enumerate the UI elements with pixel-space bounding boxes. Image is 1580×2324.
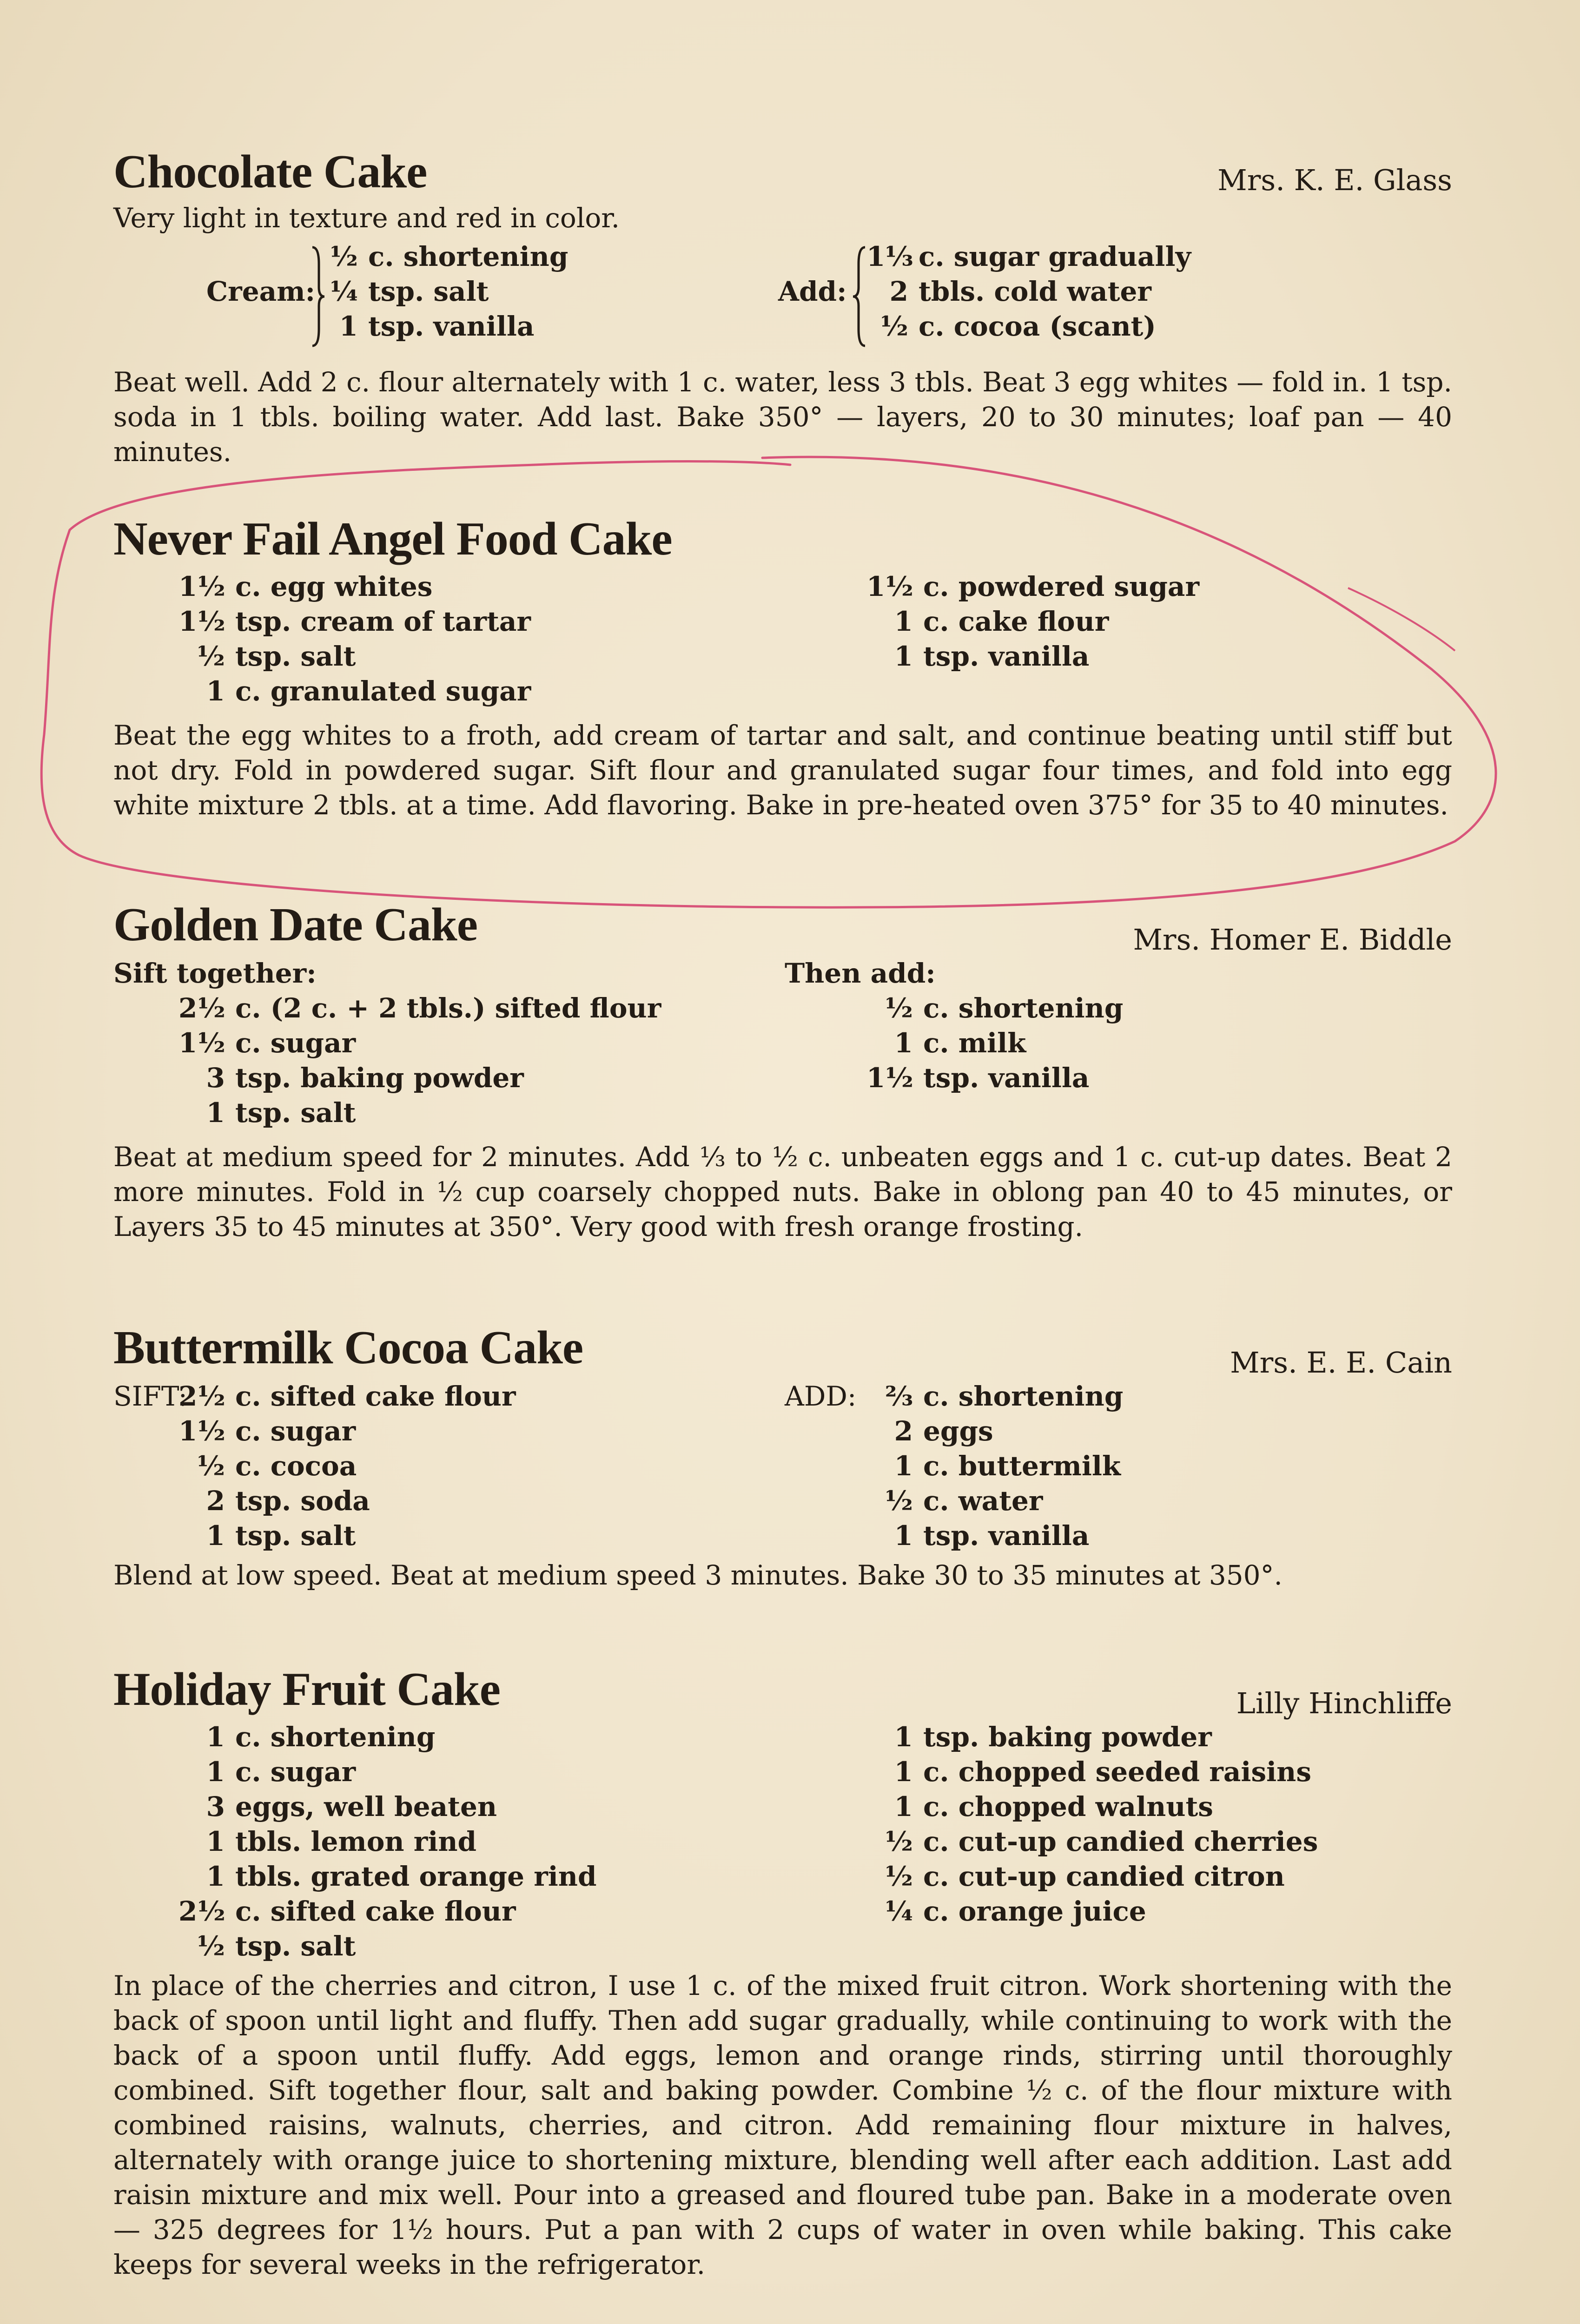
ingredient-item: c. shortening (923, 1380, 1124, 1412)
ingredient-item: c. buttermilk (923, 1450, 1121, 1482)
ingredient-row (866, 1449, 1123, 1484)
right-ingredients (866, 991, 1123, 1096)
recipe-title: Buttermilk Cocoa Cake (113, 1321, 583, 1374)
ingredient-item: c. sugar (235, 1027, 356, 1059)
ingredient-row (866, 991, 1123, 1026)
ingredient-qty: 1½ (178, 1415, 225, 1447)
ingredient-item: c. sugar gradually (919, 241, 1191, 272)
ingredient-row (178, 1720, 597, 1755)
ingredient-item: tsp. salt (235, 640, 356, 672)
ingredient-qty: ¼ (330, 276, 358, 307)
left-ingredients (178, 991, 661, 1130)
recipe-directions: Beat at medium speed for 2 minutes. Add ⅓ to ½ c. unbeaten eggs and 1 c. cut-up dates. Beat 2 more minutes. Fold in ½ cup coarsely chopped nuts. Bake in oblong pan 40 to 45 minutes, or Layers 35 to 45 minutes at 350°. Very good with fresh orange frosting. (113, 1141, 1452, 1242)
ingredient-item: tsp. salt (235, 1520, 356, 1552)
ingredient-qty: 3 (206, 1791, 225, 1822)
ingredient-qty: 1½ (866, 571, 913, 602)
ingredient-qty: 2½ (178, 1895, 225, 1927)
recipe-subtitle: Very light in texture and red in color. (113, 202, 620, 234)
ingredient-item: tsp. vanilla (923, 1062, 1090, 1094)
ingredient-row (866, 1026, 1123, 1061)
ingredient-item: c. granulated sugar (235, 675, 531, 707)
ingredient-item: tbls. lemon rind (235, 1826, 477, 1857)
ingredient-qty: ¼ (885, 1895, 913, 1927)
right-ingredients (866, 569, 1199, 674)
ingredient-item: tsp. cream of tartar (235, 606, 531, 637)
ingredient-row (178, 604, 531, 639)
ingredient-row (178, 1789, 597, 1824)
left-ingredients (178, 569, 531, 709)
ingredient-row (866, 274, 1191, 309)
ingredient-qty: 1 (894, 1721, 913, 1753)
recipe-angel-food-cake (113, 511, 1452, 874)
ingredient-qty: 1 (894, 1450, 913, 1482)
recipe-directions: Beat well. Add 2 c. flour alternately with 1 c. water, less 3 tbls. Beat 3 egg whites — fold in. 1 tsp. soda in 1 tbls. boiling water. Add last. Bake 350° — layers, 20 to 30 minutes; loaf pan — 40 minutes. (113, 366, 1452, 468)
recipe-author: Mrs. K. E. Glass (1217, 163, 1452, 197)
ingredient-qty: 1 (206, 1826, 225, 1857)
ingredient-item: c. chopped walnuts (923, 1791, 1213, 1822)
recipe-author: Lilly Hinchliffe (1236, 1686, 1452, 1720)
add-label: Add: (778, 276, 847, 307)
ingredient-item: c. sugar (235, 1756, 356, 1788)
ingredient-row (866, 1859, 1318, 1894)
ingredient-qty: 1 (894, 1756, 913, 1788)
ingredient-row (866, 639, 1199, 674)
ingredient-item: c. cut-up candied cherries (923, 1826, 1318, 1857)
ingredient-item: tbls. cold water (919, 276, 1151, 307)
ingredient-row (178, 1449, 516, 1484)
ingredient-qty: 1 (206, 1520, 225, 1552)
ingredient-row (866, 1720, 1318, 1755)
ingredient-row (178, 1026, 661, 1061)
ingredient-row (178, 1859, 597, 1894)
ingredient-qty: 2 (206, 1485, 225, 1517)
ingredient-qty: 1 (894, 1027, 913, 1059)
ingredient-qty: 1½ (178, 571, 225, 602)
ingredient-row (178, 1519, 516, 1553)
ingredient-qty: 2½ (178, 1380, 225, 1412)
ingredient-item: tsp. salt (368, 276, 489, 307)
ingredient-item: c. sifted cake flour (235, 1895, 516, 1927)
ingredient-item: tsp. vanilla (368, 310, 535, 342)
ingredient-qty: 1 (894, 1520, 913, 1552)
ingredient-item: c. chopped seeded raisins (923, 1756, 1311, 1788)
ingredient-qty: 3 (206, 1062, 225, 1094)
recipe-author: Mrs. E. E. Cain (1230, 1346, 1452, 1380)
recipe-directions: In place of the cherries and citron, I use 1 c. of the mixed fruit citron. Work shortening with the back of spoon until light and fluffy. Then add sugar gradually, while continuing to work with the back of a spoon until fluffy. Add eggs, lemon and orange rinds, stirring until thoroughly combined. Sift together flour, salt and baking powder. Combine ½ c. of the flour mixture with combined raisins, walnuts, cherries, and citron. Add remaining flour mixture in halves, alternately with orange juice to shortening mixture, blending well after each addition. Last add raisin mixture and mix well. Pour into a greased and floured tube pan. Bake in a moderate oven — 325 degrees for 1½ hours. Put a pan with 2 cups of water in oven while baking. This cake keeps for several weeks in the refrigerator. (113, 1970, 1452, 2280)
add-brace (850, 245, 869, 354)
ingredient-row (178, 1894, 597, 1929)
recipe-author: Mrs. Homer E. Biddle (1133, 923, 1452, 957)
ingredient-row (325, 274, 568, 309)
ingredient-row (178, 1929, 597, 1964)
ingredient-item: c. powdered sugar (923, 571, 1200, 602)
ingredient-row (866, 569, 1199, 604)
ingredient-row (178, 1484, 516, 1519)
ingredient-qty: 1 (206, 1861, 225, 1892)
ingredient-item: c. orange juice (923, 1895, 1146, 1927)
recipe-buttermilk-cocoa-cake (113, 1320, 1452, 1655)
sift-label: SIFT: (113, 1380, 188, 1412)
ingredient-item: c. egg whites (235, 571, 433, 602)
ingredient-row (178, 1824, 597, 1859)
ingredient-item: c. cocoa (scant) (919, 310, 1156, 342)
ingredient-row (178, 1061, 661, 1096)
ingredient-row (178, 569, 531, 604)
recipe-directions: Beat the egg whites to a froth, add cream of tartar and salt, and continue beating until stiff but not dry. Fold in powdered sugar. Sift flour and granulated sugar four times, and fold into egg white mixture 2 tbls. at a time. Add flavoring. Bake in pre-heated oven 375° for 35 to 40 minutes. (113, 720, 1452, 821)
ingredient-row (866, 604, 1199, 639)
ingredient-item: c. water (923, 1485, 1043, 1517)
ingredient-qty: ½ (885, 1826, 913, 1857)
ingredient-qty: 2½ (178, 992, 225, 1024)
ingredient-qty: 1½ (178, 1027, 225, 1059)
cream-label: Cream: (206, 276, 315, 307)
ingredient-row (325, 309, 568, 344)
ingredient-row (866, 239, 1191, 274)
ingredient-row (866, 1414, 1123, 1449)
ingredient-row (866, 1755, 1318, 1789)
ingredient-qty: ½ (330, 241, 358, 272)
ingredient-row (866, 1519, 1123, 1553)
ingredient-qty: ⅔ (885, 1380, 913, 1412)
ingredient-qty: ½ (880, 310, 908, 342)
ingredient-row (866, 1789, 1318, 1824)
ingredient-row (178, 1414, 516, 1449)
ingredient-qty: ½ (197, 1930, 225, 1962)
ingredient-qty: 1⅓ (866, 241, 913, 272)
ingredient-item: c. sugar (235, 1415, 356, 1447)
ingredient-row (178, 674, 531, 709)
left-header: Sift together: (113, 957, 317, 989)
ingredient-qty: 1 (206, 1721, 225, 1753)
cream-ingredients (325, 239, 568, 344)
recipe-title: Chocolate Cake (113, 145, 427, 198)
recipe-title: Golden Date Cake (113, 898, 477, 951)
right-ingredients (866, 1379, 1123, 1553)
ingredient-row (866, 1484, 1123, 1519)
ingredient-item: c. shortening (368, 241, 569, 272)
ingredient-item: tsp. salt (235, 1930, 356, 1962)
ingredient-qty: 1 (894, 606, 913, 637)
ingredient-row (178, 1096, 661, 1130)
ingredient-qty: ½ (197, 640, 225, 672)
left-ingredients (178, 1379, 516, 1553)
add-label: ADD: (785, 1380, 857, 1412)
ingredient-qty: 1 (206, 675, 225, 707)
ingredient-item: c. shortening (923, 992, 1124, 1024)
ingredient-qty: ½ (197, 1450, 225, 1482)
ingredient-qty: ½ (885, 992, 913, 1024)
ingredient-item: c. (2 c. + 2 tbls.) sifted flour (235, 992, 661, 1024)
ingredient-row (325, 239, 568, 274)
ingredient-qty: 1 (339, 310, 358, 342)
ingredient-row (866, 1894, 1318, 1929)
ingredient-qty: 2 (889, 276, 908, 307)
ingredient-row (866, 1061, 1123, 1096)
right-ingredients (866, 1720, 1318, 1929)
ingredient-row (178, 1379, 516, 1414)
ingredient-row (178, 1755, 597, 1789)
ingredient-item: c. shortening (235, 1721, 436, 1753)
ingredient-item: c. cake flour (923, 606, 1109, 637)
ingredient-item: eggs, well beaten (235, 1791, 497, 1822)
ingredient-item: c. cut-up candied citron (923, 1861, 1285, 1892)
ingredient-item: tsp. baking powder (923, 1721, 1212, 1753)
recipe-directions: Blend at low speed. Beat at medium speed 3 minutes. Bake 30 to 35 minutes at 350°. (113, 1559, 1283, 1591)
ingredient-qty: 1 (894, 640, 913, 672)
ingredient-row (178, 991, 661, 1026)
recipe-chocolate-cake (113, 144, 1452, 469)
ingredient-qty: ½ (885, 1485, 913, 1517)
ingredient-qty: 1½ (178, 606, 225, 637)
ingredient-qty: 1½ (866, 1062, 913, 1094)
recipe-golden-date-cake (113, 897, 1452, 1292)
recipe-holiday-fruit-cake (113, 1662, 1452, 2324)
ingredient-item: c. milk (923, 1027, 1026, 1059)
recipe-title: Holiday Fruit Cake (113, 1663, 501, 1716)
left-ingredients (178, 1720, 597, 1964)
ingredient-qty: 2 (894, 1415, 913, 1447)
ingredient-item: tbls. grated orange rind (235, 1861, 597, 1892)
ingredient-item: tsp. salt (235, 1097, 356, 1129)
recipe-title: Never Fail Angel Food Cake (113, 513, 672, 565)
ingredient-item: tsp. soda (235, 1485, 370, 1517)
ingredient-item: c. sifted cake flour (235, 1380, 516, 1412)
ingredient-item: eggs (923, 1415, 993, 1447)
ingredient-qty: 1 (206, 1097, 225, 1129)
ingredient-qty: 1 (206, 1756, 225, 1788)
ingredient-qty: 1 (894, 1791, 913, 1822)
ingredient-row (866, 309, 1191, 344)
ingredient-row (866, 1824, 1318, 1859)
ingredient-item: tsp. vanilla (923, 1520, 1090, 1552)
ingredient-item: c. cocoa (235, 1450, 357, 1482)
ingredient-row (866, 1379, 1123, 1414)
add-ingredients (866, 239, 1191, 344)
cream-brace (309, 245, 327, 354)
ingredient-row (178, 639, 531, 674)
ingredient-qty: ½ (885, 1861, 913, 1892)
right-header: Then add: (785, 957, 936, 989)
ingredient-item: tsp. baking powder (235, 1062, 524, 1094)
ingredient-item: tsp. vanilla (923, 640, 1090, 672)
